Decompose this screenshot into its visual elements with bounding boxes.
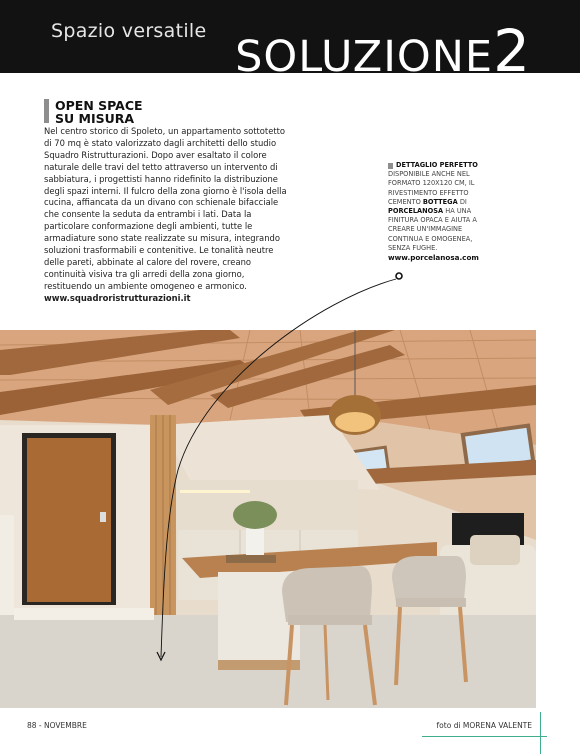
solution-word: SOLUZIONE [235, 32, 494, 82]
article-body-text: Nel centro storico di Spoleto, un appartamento sottotetto di 70 mq è stato valorizzato dagli architetti dello studio Squadro Ristrutturazioni. Dopo aver esaltato il colore naturale delle travi del tetto attraverso un intervento di sabbiatura, i progettisti hanno ridefinito la distribuzione degli spazi interni. Il fulcro della zona giorno è l'isola della cucina, affiancata da un divano con schienale bifacciale che consente la seduta da entrambi i lati. Data la particolare conformazione degli ambienti, tutte le armadiature sono state realizzate su misura, integrando soluzioni trasformabili e contenitive. Le tonalità neutre delle pareti, abbinate al calore del rovere, creano continuità visiva tra gli arredi della zona giorno, restituendo un ambiente omogeneo e armonico. [44, 126, 287, 291]
trim-mark-horizontal [422, 736, 547, 737]
sidebar-title-text: DETTAGLIO PERFETTO [396, 161, 478, 169]
detail-sidebar [388, 161, 488, 262]
solution-label [235, 17, 530, 85]
article-body [44, 126, 294, 305]
sidebar-square-icon [388, 163, 393, 169]
heading-accent-bar [44, 99, 49, 123]
sidebar-text-2: DI [459, 197, 467, 206]
sidebar-brand: PORCELANOSA [388, 207, 444, 216]
article-heading [55, 99, 143, 125]
solution-number: 2 [493, 17, 530, 85]
interior-photo-illustration [0, 330, 536, 708]
sidebar-text-1: DISPONIBILE ANCHE NEL FORMATO 120X120 CM, IL RIVESTIMENTO EFFETTO CEMENTO [388, 170, 475, 206]
interior-photo [0, 330, 536, 708]
heading-line-1: OPEN SPACE [55, 98, 143, 113]
section-title: Spazio versatile [51, 20, 207, 42]
sidebar-product: BOTTEGA [422, 197, 458, 206]
page-number: 88 - NOVEMBRE [27, 721, 87, 730]
article-website-link[interactable]: www.squadroristrutturazioni.it [44, 292, 191, 303]
heading-line-2: SU MISURA [55, 111, 135, 126]
trim-mark-vertical [540, 712, 541, 754]
sidebar-title [388, 161, 488, 170]
sidebar-website-link[interactable]: www.porcelanosa.com [388, 253, 479, 263]
photo-credit: foto di MORENA VALENTE [436, 721, 532, 730]
sidebar-text-3: HA UNA FINITURA OPACA E AIUTA A CREARE UN'IMMAGINE CONTINUA E OMOGENEA, SENZA FUGHE. [388, 207, 477, 252]
